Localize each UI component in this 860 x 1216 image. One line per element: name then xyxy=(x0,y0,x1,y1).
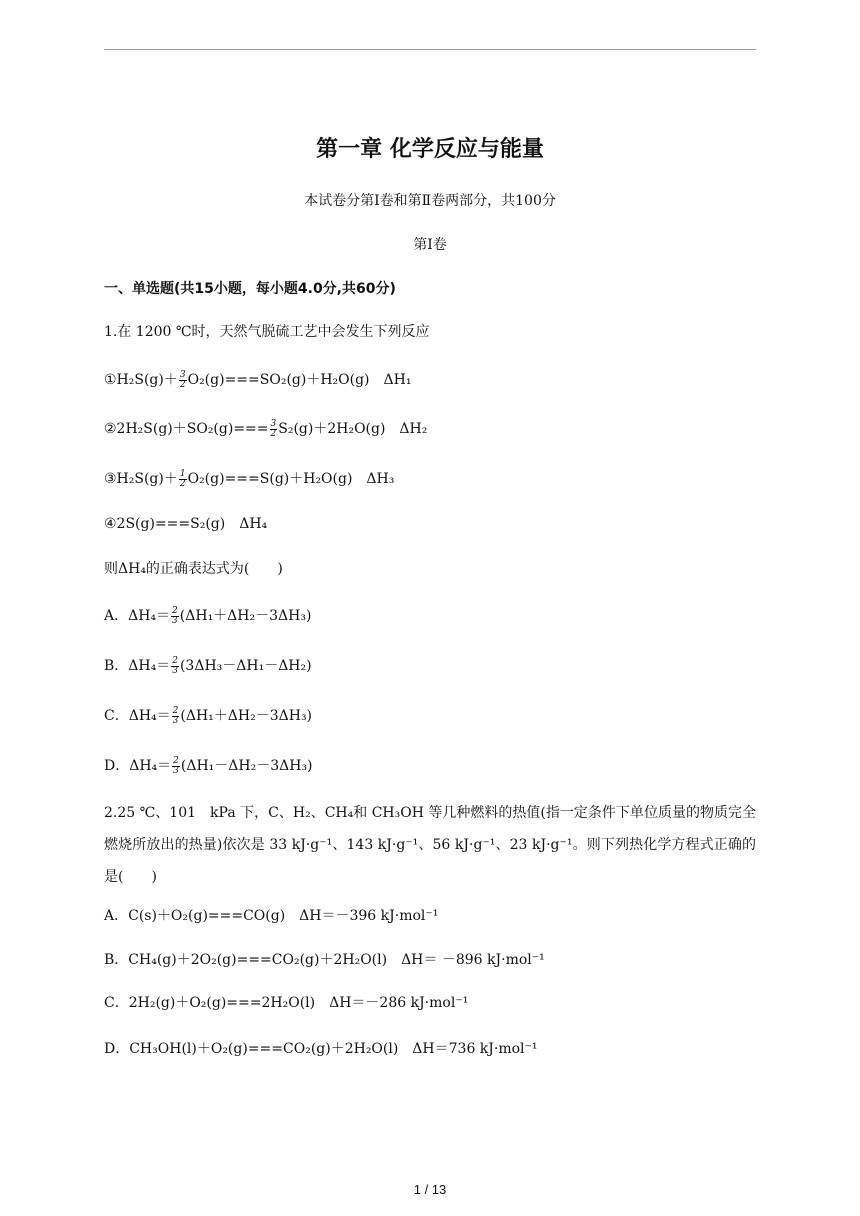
fraction: $\frac{2}{3}$ xyxy=(172,655,178,676)
reaction-1 xyxy=(104,370,411,390)
reaction-1-right: O₂(g)===SO₂(g)＋H₂O(g) ΔH₁ xyxy=(187,372,412,388)
fraction: $\frac{2}{3}$ xyxy=(172,605,178,626)
reaction-3-right: O₂(g)===S(g)＋H₂O(g) ΔH₃ xyxy=(187,471,395,487)
q1-option-a: A．ΔH₄＝ $\frac{2}{3}$ (ΔH₁＋ΔH₂－3ΔH₃) xyxy=(104,605,312,626)
header-rule xyxy=(104,49,756,50)
q1-option-d: D．ΔH₄＝ $\frac{2}{3}$ (ΔH₁－ΔH₂－3ΔH₃) xyxy=(104,755,313,776)
q1-stem: 1.在 1200 ℃时，天然气脱硫工艺中会发生下列反应 xyxy=(104,324,430,340)
fraction: $\frac{3}{2}$ xyxy=(179,369,186,390)
reaction-4: ④2S(g)===S₂(g) ΔH₄ xyxy=(104,516,268,532)
reaction-3 xyxy=(104,469,394,489)
fraction: $\frac{1}{2}$ xyxy=(179,468,186,489)
q2-option-d: D．CH₃OH(l)＋O₂(g)===CO₂(g)＋2H₂O(l) ΔH＝736 kJ·mol⁻¹ xyxy=(104,1041,538,1057)
reaction-2-right: S₂(g)＋2H₂O(g) ΔH₂ xyxy=(278,421,428,437)
q2-option-b: B．CH₄(g)＋2O₂(g)===CO₂(g)＋2H₂O(l) ΔH＝ －896 kJ·mol⁻¹ xyxy=(104,952,545,968)
q1-ask: 则ΔH₄的正确表达式为( ) xyxy=(104,561,283,577)
exam-subtitle: 本试卷分第Ⅰ卷和第Ⅱ卷两部分，共100分 xyxy=(304,193,556,209)
fraction: $\frac{2}{3}$ xyxy=(172,705,179,726)
q1-option-b: B．ΔH₄＝ $\frac{2}{3}$ (3ΔH₃－ΔH₁－ΔH₂) xyxy=(104,655,312,676)
fraction: $\frac{3}{2}$ xyxy=(270,418,277,439)
fraction: $\frac{2}{3}$ xyxy=(173,755,179,776)
q2-option-a: A．C(s)＋O₂(g)===CO(g) ΔH＝－396 kJ·mol⁻¹ xyxy=(104,908,439,924)
page-number: 1 / 13 xyxy=(413,1182,447,1197)
reaction-3-left: ③H₂S(g)＋ xyxy=(104,471,178,487)
q2-option-c: C．2H₂(g)＋O₂(g)===2H₂O(l) ΔH＝－286 kJ·mol⁻¹ xyxy=(104,995,469,1011)
q2-stem: 2.25 ℃、101 kPa 下，C、H₂、CH₄和 CH₃OH 等几种燃料的热值(指一定条件下单位质量的物质完全燃烧所放出的热量)依次是 33 kJ·g⁻¹、143 kJ·g⁻¹、56 kJ·g⁻¹、23 kJ·g⁻¹。则下列热化学方程式正确的是( ) xyxy=(104,805,756,885)
volume-label: 第Ⅰ卷 xyxy=(413,237,447,253)
reaction-1-left: ①H₂S(g)＋ xyxy=(104,372,178,388)
section-heading: 一、单选题(共15小题，每小题4.0分,共60分) xyxy=(104,281,396,297)
page-title: 第一章 化学反应与能量 xyxy=(316,137,544,162)
q1-option-c: C．ΔH₄＝ $\frac{2}{3}$ (ΔH₁＋ΔH₂－3ΔH₃) xyxy=(104,705,313,726)
reaction-2 xyxy=(104,419,427,439)
reaction-2-left: ②2H₂S(g)＋SO₂(g)=== xyxy=(104,421,269,437)
